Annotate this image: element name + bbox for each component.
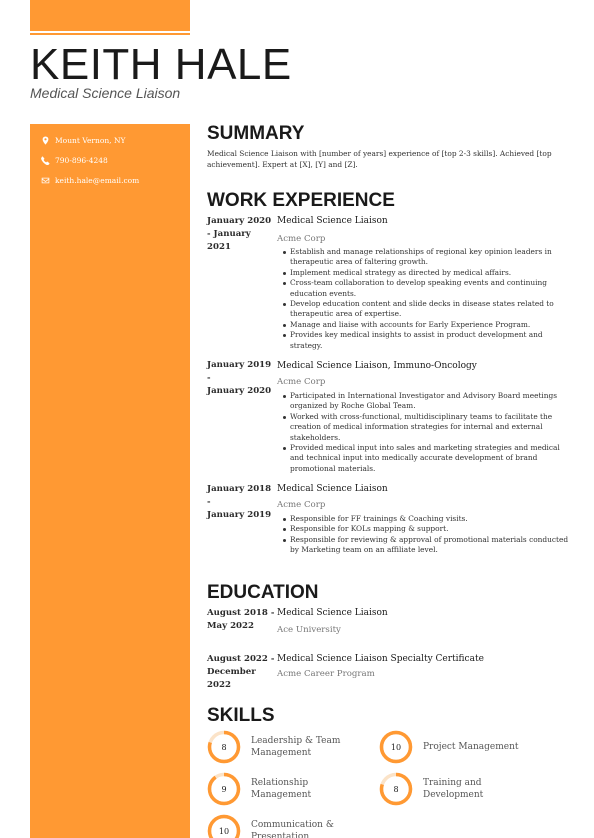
job-1-title: Medical Science Liaison <box>277 216 388 226</box>
skill-item <box>379 730 543 764</box>
skill-level-ring <box>207 814 241 838</box>
skill-item <box>207 730 371 764</box>
skill-item <box>207 772 371 806</box>
skill-level-ring <box>379 772 413 806</box>
header-accent-bar <box>30 0 190 31</box>
phone-icon <box>40 155 50 165</box>
edu-1-title: Medical Science Liaison <box>277 608 388 618</box>
job-1-dates <box>207 215 275 254</box>
skill-level-value: 9 <box>221 784 227 794</box>
skill-item <box>207 814 371 838</box>
job-3-date-end: January 2019 <box>207 510 272 520</box>
job-3-company: Acme Corp <box>277 500 326 510</box>
summary-text: Medical Science Liaison with [number of years] experience of [top 2-3 skills]. Achieved [top achievement]. Expert at [X], [Y] and [Z]. <box>207 149 552 169</box>
skill-name: Relationship Management <box>251 778 312 800</box>
edu-2-title: Medical Science Liaison Specialty Certificate <box>277 654 484 664</box>
job-3-bullets <box>290 514 570 556</box>
edu-1-school: Ace University <box>277 625 341 635</box>
job-3-date-start: January 2018 - <box>207 484 272 507</box>
edu-2-dates <box>207 653 275 692</box>
edu-1-date-end: May 2022 <box>207 621 254 631</box>
job-2-date-end: January 2020 <box>207 386 272 396</box>
contact-email-text: keith.hale@email.com <box>55 175 140 185</box>
skill-level-value: 10 <box>218 826 230 836</box>
skills-heading: SKILLS <box>207 705 275 726</box>
job-2-dates <box>207 359 275 398</box>
skill-level-value: 8 <box>393 784 399 794</box>
job-2-company: Acme Corp <box>277 377 326 387</box>
candidate-name: KEITH HALE <box>30 40 292 89</box>
job-1-date-start: January 2020 <box>207 216 272 226</box>
list-item: Manage and liaise with accounts for Early Experience Program. <box>290 320 570 330</box>
list-item: Cross-team collaboration to develop speaking events and continuing education events. <box>290 278 570 299</box>
skill-level-ring <box>207 772 241 806</box>
candidate-role: Medical Science Liaison <box>30 85 181 101</box>
list-item: Implement medical strategy as directed by medical affairs. <box>290 268 570 278</box>
edu-1-date-start: August 2018 - <box>207 608 275 618</box>
job-2-bullets <box>290 391 570 474</box>
contact-location <box>40 135 125 145</box>
skill-level-ring <box>379 730 413 764</box>
list-item: Establish and manage relationships of regional key opinion leaders in therapeutic area of faltering growth. <box>290 247 570 268</box>
contact-phone <box>40 155 108 165</box>
edu-2-date-end: December 2022 <box>207 667 256 690</box>
header-accent-line <box>30 33 190 35</box>
education-heading: EDUCATION <box>207 582 319 603</box>
skill-name: Project Management <box>423 742 519 752</box>
job-2-date-start: January 2019 - <box>207 360 272 383</box>
list-item: Develop education content and slide decks in disease states related to therapeutic area of expertise. <box>290 299 570 320</box>
summary-heading: SUMMARY <box>207 123 305 144</box>
list-item: Worked with cross-functional, multidisciplinary teams to facilitate the creation of medical information strategies for internal and external stakeholders. <box>290 412 570 443</box>
skill-name: Training and Development <box>423 778 484 800</box>
skill-level-value: 10 <box>390 742 402 752</box>
experience-heading: WORK EXPERIENCE <box>207 190 395 211</box>
skill-name: Leadership & Team Management <box>251 736 341 758</box>
edu-2-school: Acme Career Program <box>277 669 375 679</box>
list-item: Provides key medical insights to assist in product development and strategy. <box>290 330 570 351</box>
job-1-bullets <box>290 247 570 351</box>
edu-2-date-start: August 2022 - <box>207 654 275 664</box>
list-item: Responsible for reviewing & approval of promotional materials conducted by Marketing team on an affiliate level. <box>290 534 569 555</box>
contact-location-text: Mount Vernon, NY <box>55 135 126 145</box>
list-item: Participated in International Investigator and Advisory Board meetings organized by Roche Global Team. <box>290 391 570 412</box>
skill-name: Communication & Presentation <box>251 820 334 838</box>
job-2-title: Medical Science Liaison, Immuno-Oncology <box>277 361 477 371</box>
job-3-dates <box>207 483 275 522</box>
skill-level-value: 8 <box>221 742 227 752</box>
job-3-title: Medical Science Liaison <box>277 484 388 494</box>
sidebar <box>30 124 190 838</box>
skill-level-ring <box>207 730 241 764</box>
envelope-icon <box>40 175 50 185</box>
list-item: Responsible for FF trainings & Coaching visits. <box>290 514 570 524</box>
job-1-company: Acme Corp <box>277 234 326 244</box>
contact-email <box>40 175 139 185</box>
list-item: Responsible for KOLs mapping & support. <box>290 524 570 534</box>
location-pin-icon <box>40 135 50 145</box>
contact-phone-text: 790-896-4248 <box>55 155 108 165</box>
edu-1-dates <box>207 607 275 633</box>
list-item: Provided medical input into sales and marketing strategies and medical and technical input into medically accurate development of brand promotional materials. <box>290 443 570 474</box>
job-1-date-end: - January 2021 <box>207 229 251 252</box>
skill-item <box>379 772 543 806</box>
